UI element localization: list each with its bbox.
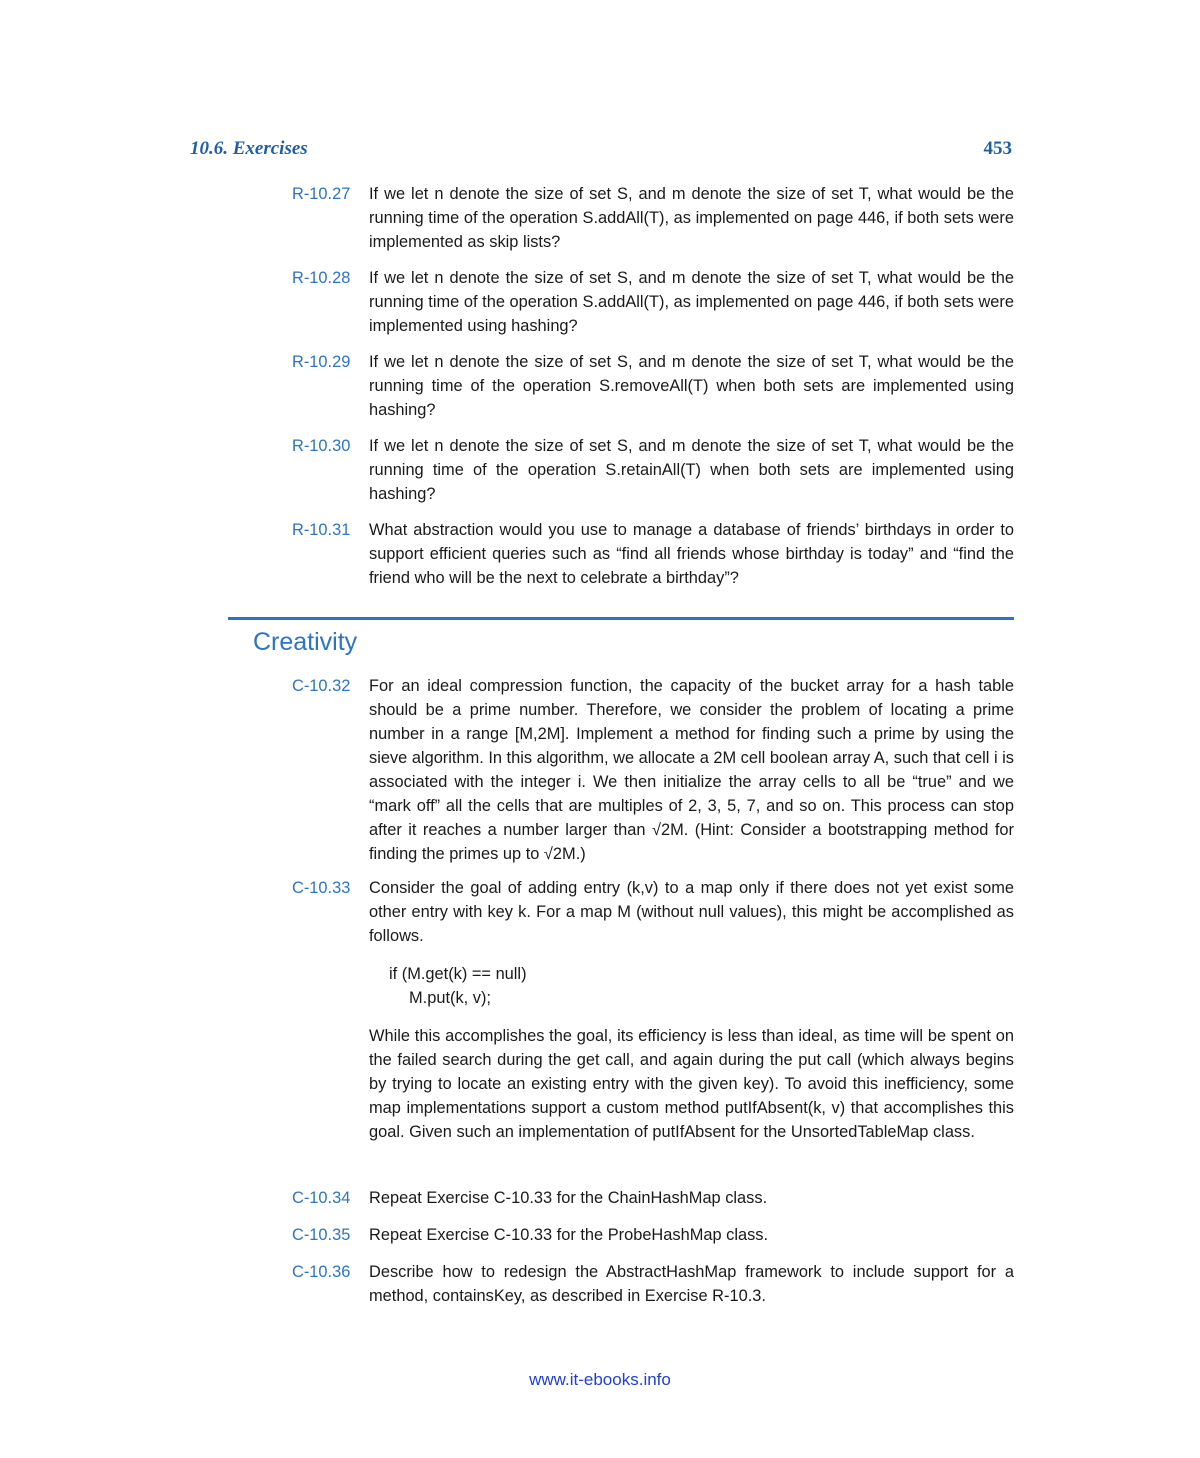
exercise-text: If we let n denote the size of set S, and m denote the size of set T, what would be the running time of the operation S.addAll(T), as implemented on page 446, if both sets were implemented using hashing? bbox=[369, 269, 1014, 335]
exercise-r-10-30 bbox=[292, 434, 1014, 506]
code-block bbox=[389, 962, 1014, 1010]
exercise-text: If we let n denote the size of set S, and m denote the size of set T, what would be the running time of the operation S.addAll(T), as implemented on page 446, if both sets were implemented as skip lists? bbox=[369, 185, 1014, 251]
exercise-id: C-10.36 bbox=[292, 1263, 351, 1281]
exercise-id: C-10.32 bbox=[292, 677, 351, 695]
code-line: M.put(k, v); bbox=[409, 989, 491, 1007]
running-header bbox=[190, 138, 1012, 164]
exercise-id: R-10.31 bbox=[292, 521, 351, 539]
exercise-r-10-31 bbox=[292, 518, 1014, 590]
exercise-text: Repeat Exercise C-10.33 for the ProbeHashMap class. bbox=[369, 1226, 769, 1244]
exercise-c-10-36 bbox=[292, 1260, 1014, 1308]
footer-link[interactable]: www.it-ebooks.info bbox=[529, 1370, 671, 1389]
exercise-id: R-10.27 bbox=[292, 185, 351, 203]
exercise-text: Repeat Exercise C-10.33 for the ChainHashMap class. bbox=[369, 1189, 768, 1207]
exercise-c-10-32 bbox=[292, 674, 1014, 866]
exercise-c-10-35 bbox=[292, 1223, 1014, 1247]
section-title-creativity: Creativity bbox=[253, 628, 358, 656]
exercise-text: Describe how to redesign the AbstractHashMap framework to include support for a method, containsKey, as described in Exercise R-10.3. bbox=[369, 1263, 1014, 1305]
exercise-c-10-33 bbox=[292, 876, 1014, 1144]
section-divider bbox=[228, 617, 1014, 620]
exercise-text: For an ideal compression function, the capacity of the bucket array for a hash table should be a prime number. Therefore, we consider the problem of locating a prime number in a range [M,2M]. Implement a method for finding such a prime by using the sieve algorithm. In this algorithm, we allocate a 2M cell boolean array A, such that cell i is associated with the integer i. We then initialize the array cells to all be “true” and we “mark off” all the cells that are multiples of 2, 3, 5, 7, and so on. This process can stop after it reaches a number larger than √2M. (Hint: Consider a bootstrapping method for finding the primes up to √2M.) bbox=[369, 677, 1015, 863]
exercise-text: What abstraction would you use to manage a database of friends’ birthdays in order to support efficient queries such as “find all friends whose birthday is today” and “find the friend who will be the next to celebrate a birthday”? bbox=[369, 521, 1014, 587]
exercise-r-10-28 bbox=[292, 266, 1014, 338]
exercise-id: C-10.33 bbox=[292, 879, 351, 897]
exercise-c-10-34 bbox=[292, 1186, 1014, 1210]
exercise-text: Consider the goal of adding entry (k,v) to a map only if there does not yet exist some other entry with key k. For a map M (without null values), this might be accomplished as follows. bbox=[369, 879, 1014, 945]
exercise-text: If we let n denote the size of set S, and m denote the size of set T, what would be the running time of the operation S.removeAll(T) when both sets are implemented using hashing? bbox=[369, 353, 1014, 419]
exercise-text: While this accomplishes the goal, its efficiency is less than ideal, as time will be spent on the failed search during the get call, and again during the put call (which always begins by trying to locate an existing entry with the given key). To avoid this inefficiency, some map implementations support a custom method putIfAbsent(k, v) that accomplishes this goal. Given such an implementation of putIfAbsent for the UnsortedTableMap class. bbox=[369, 1027, 1014, 1141]
section-heading: 10.6. Exercises bbox=[190, 138, 308, 159]
exercise-id: C-10.35 bbox=[292, 1226, 351, 1244]
exercise-text: If we let n denote the size of set S, and m denote the size of set T, what would be the running time of the operation S.retainAll(T) when both sets are implemented using hashing? bbox=[369, 437, 1014, 503]
code-line: if (M.get(k) == null) bbox=[389, 965, 527, 983]
exercise-id: R-10.29 bbox=[292, 353, 351, 371]
exercise-r-10-27 bbox=[292, 182, 1014, 254]
exercise-id: R-10.28 bbox=[292, 269, 351, 287]
exercise-id: R-10.30 bbox=[292, 437, 351, 455]
page-number: 453 bbox=[983, 138, 1012, 159]
exercise-r-10-29 bbox=[292, 350, 1014, 422]
exercise-id: C-10.34 bbox=[292, 1189, 351, 1207]
